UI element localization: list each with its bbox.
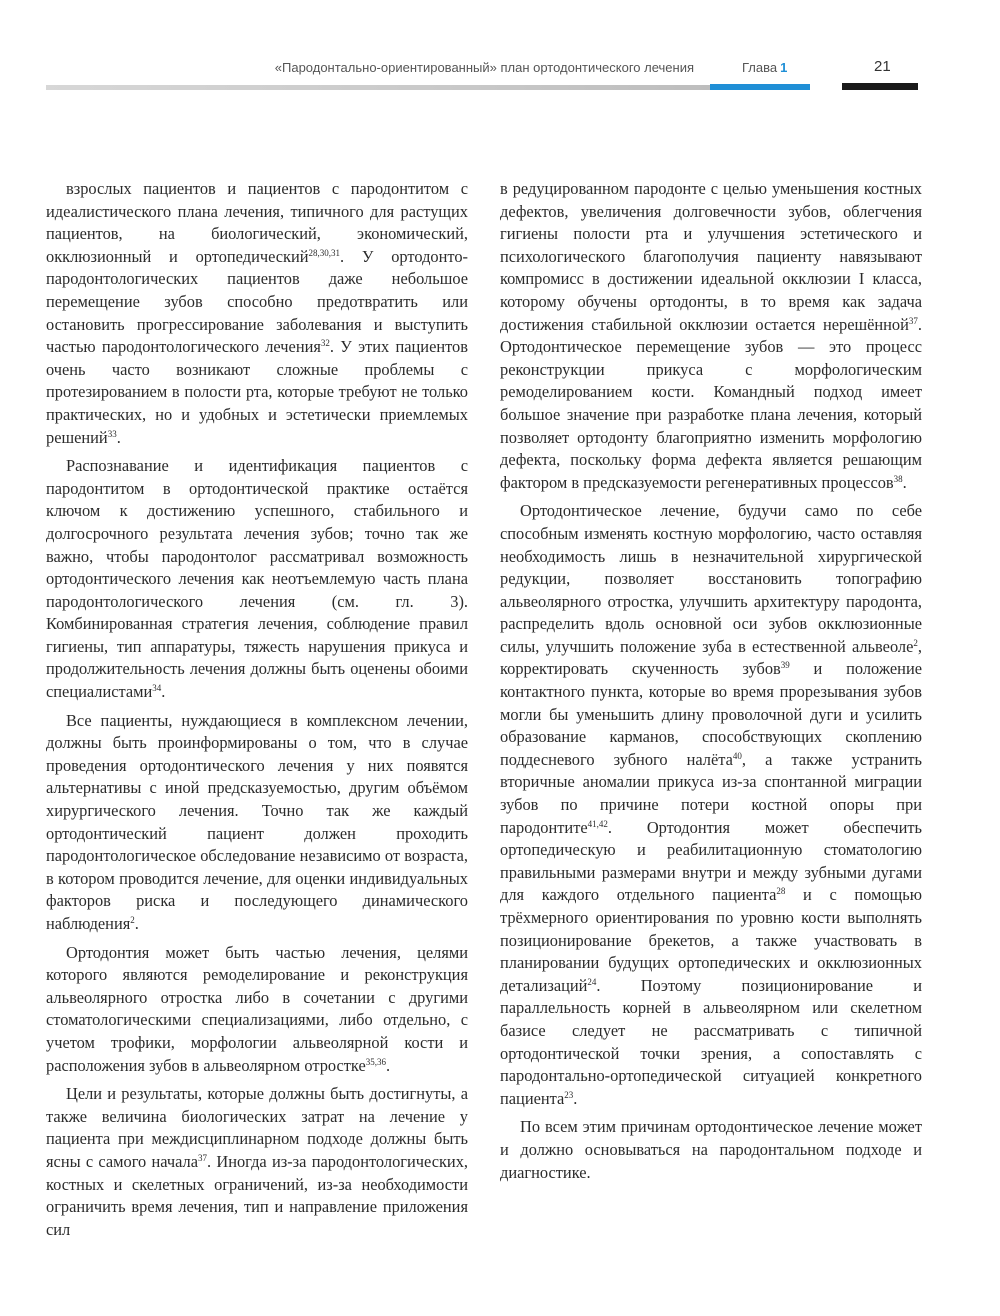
text-run: Распознавание и идентификация пациентов с пародонтитом в ортодонтической практике остаётся ключом к достижению успешного, стабильного и долгосрочного результата лечения зубов; точно так же важно, чтобы пародонтолог рассматривал возможность ортодонтического лечения как неотъемлемую часть плана пародонтологического лечения (см. гл. 3). Комбинированная стратегия лечения, соблюдение правил гигиены, тип аппаратуры, тяжесть нарушения прикуса и продолжительность лечения должны быть оценены обоими специалистами — [46, 456, 468, 702]
left-column — [46, 178, 468, 1247]
chapter-number: 1 — [780, 60, 788, 75]
text-run: . Ортодонтическое перемещение зубов — это процесс реконструкции прикуса с морфологическим ремоделированием кости. Командный подход имеет большое значение при разработке плана лечения, который позволяет ортодонту благоприятно изменить морфологию дефекта, поскольку форма дефекта является решающим фактором в предсказуемости регенеративных процессов — [500, 314, 922, 492]
paragraph — [500, 1116, 922, 1184]
text-run: Ортодонтическое лечение, будучи само по себе способным изменять костную морфологию, часто оставляя необходимость лишь в незначительной хирургической редукции, позволяет восстановить топографию альвеолярного отростка, улучшить архитектуру пародонта, распределить вдоль основной оси зубов окклюзионные силы, улучшить положение зуба в естественной альвеоле — [500, 501, 922, 656]
citation-superscript: 23 — [564, 1089, 574, 1100]
header-rule-black — [842, 83, 918, 90]
text-run: и положение контактного пункта, которые во время прорезывания зубов могли бы уменьшить длину проволочной дуги и усилить образование карманов, способствующих скоплению поддесневого зубного налёта — [500, 659, 923, 769]
citation-superscript: 2 — [130, 915, 135, 925]
page-number: 21 — [874, 58, 891, 75]
citation-superscript: 28,30,31 — [308, 247, 341, 258]
header-rule-gray — [46, 85, 710, 90]
citation-superscript: 28 — [776, 886, 786, 897]
citation-superscript: 34 — [152, 683, 162, 694]
citation-superscript: 37 — [908, 315, 918, 326]
text-run: . Ортодонтия может обеспечить ортопедическую и реабилитационную стоматологию правильными размерами внутри и между зубными дугами для каждого отдельного пациента — [500, 817, 922, 905]
text-run: , а также устранить вторичные аномалии прикуса из-за спонтанной миграции зубов по причине потери костной опоры при пародонтите — [500, 749, 922, 837]
text-run: . Поэтому позиционирование и параллельность корней в альвеолярном или скелетном базисе следует не рассматривать с типичной ортодонтической точки зрения, а сопоставлять с пародонтально-ортопедической ситуацией конкретного пациента — [500, 975, 922, 1108]
citation-superscript: 24 — [587, 976, 597, 987]
text-run: . — [386, 1055, 391, 1075]
text-run: . — [116, 427, 121, 447]
paragraph — [46, 455, 468, 704]
text-run: . У этих пациентов очень часто возникают сложные проблемы с протезированием в полости рта, которые требуют не только практических, но и удобных и эстетически приемлемых решений — [46, 337, 468, 447]
citation-superscript: 33 — [107, 428, 117, 439]
header-rule-blue — [710, 84, 810, 90]
text-run: в редуцированном пародонте с целью уменьшения костных дефектов, увеличения долговечности зубов, облегчения гигиены полости рта и улучшения эстетического и психологического благополучия пациенту навязывают компромисс в достижении идеальной окклюзии I класса, которому обучены ортодонты, в то время как задача достижения стабильной окклюзии остается нерешённой — [500, 179, 922, 334]
text-run: Ортодонтия может быть частью лечения, целями которого являются ремоделирование и реконструкция альвеолярного отростка либо в сочетании с другими стоматологическими специализациями, либо отдельно, с учетом трофики, морфологии альвеолярной кости и расположения зубов в альвеолярном отростке — [46, 942, 468, 1075]
text-run: Все пациенты, нуждающиеся в комплексном лечении, должны быть проинформированы о том, что в случае проведения ортодонтического лечения у них появятся альтернативы с иной предсказуемостью, другим объёмом хирургического лечения. Точно так же каждый ортодонтический пациент должен проходить пародонтологическое обследование независимо от возраста, в котором проводится лечение, для оценки индивидуальных факторов риска и последующего динамического наблюдения — [46, 710, 468, 933]
text-run: Цели и результаты, которые должны быть достигнуты, а также величина биологических затрат на лечение у пациента при междисциплинарном подходе должны быть ясны с самого начала — [46, 1084, 468, 1171]
running-title: «Пародонтально-ориентированный» план ортодонтического лечения — [274, 60, 694, 75]
paragraph — [46, 1083, 468, 1241]
citation-superscript: 37 — [198, 1152, 208, 1163]
text-run: . — [161, 682, 166, 702]
text-run: взрослых пациентов и пациентов с пародонтитом с идеалистического плана лечения, типичного для растущих пациентов, на биологический, экономический, окклюзионный и ортопедический — [46, 179, 468, 266]
text-run: . — [134, 914, 139, 933]
running-header — [0, 58, 1000, 94]
paragraph — [46, 178, 468, 449]
citation-superscript: 40 — [732, 750, 742, 761]
paragraph — [500, 178, 922, 494]
text-run: . — [573, 1088, 578, 1108]
text-run: . — [902, 472, 907, 492]
chapter-label — [742, 60, 787, 75]
text-run: . У ортодонто-пародонтологических пациентов даже небольшое перемещение зубов способно предотвратить или остановить прогрессирование заболевания и выступить частью пародонтологического лечения — [46, 246, 468, 357]
text-run: и с помощью трёхмерного ориентирования по уровню кости выполнять позиционирование брекетов, а также участвовать в планировании будущих ортопедических и окклюзионных детализаций — [500, 885, 922, 995]
citation-superscript: 35,36 — [365, 1056, 387, 1067]
right-column — [500, 178, 922, 1190]
paragraph — [46, 710, 468, 936]
paragraph — [500, 500, 922, 1110]
text-run: , корректировать скученность зубов — [500, 636, 922, 679]
text-run: По всем этим причинам ортодонтическое лечение может и должно основываться на пародонтальном подходе и диагностике. — [500, 1117, 922, 1182]
citation-superscript: 2 — [913, 637, 918, 648]
citation-superscript: 41,42 — [587, 818, 608, 829]
paragraph — [46, 942, 468, 1078]
chapter-label-text: Глава — [742, 60, 778, 75]
citation-superscript: 32 — [320, 338, 330, 349]
text-run: . Иногда из-за пародонтологических, костных и скелетных ограничений, из-за необходимости ограничить время лечения, тип и направление приложения сил — [46, 1151, 468, 1239]
citation-superscript: 38 — [893, 473, 903, 484]
citation-superscript: 39 — [780, 660, 790, 671]
